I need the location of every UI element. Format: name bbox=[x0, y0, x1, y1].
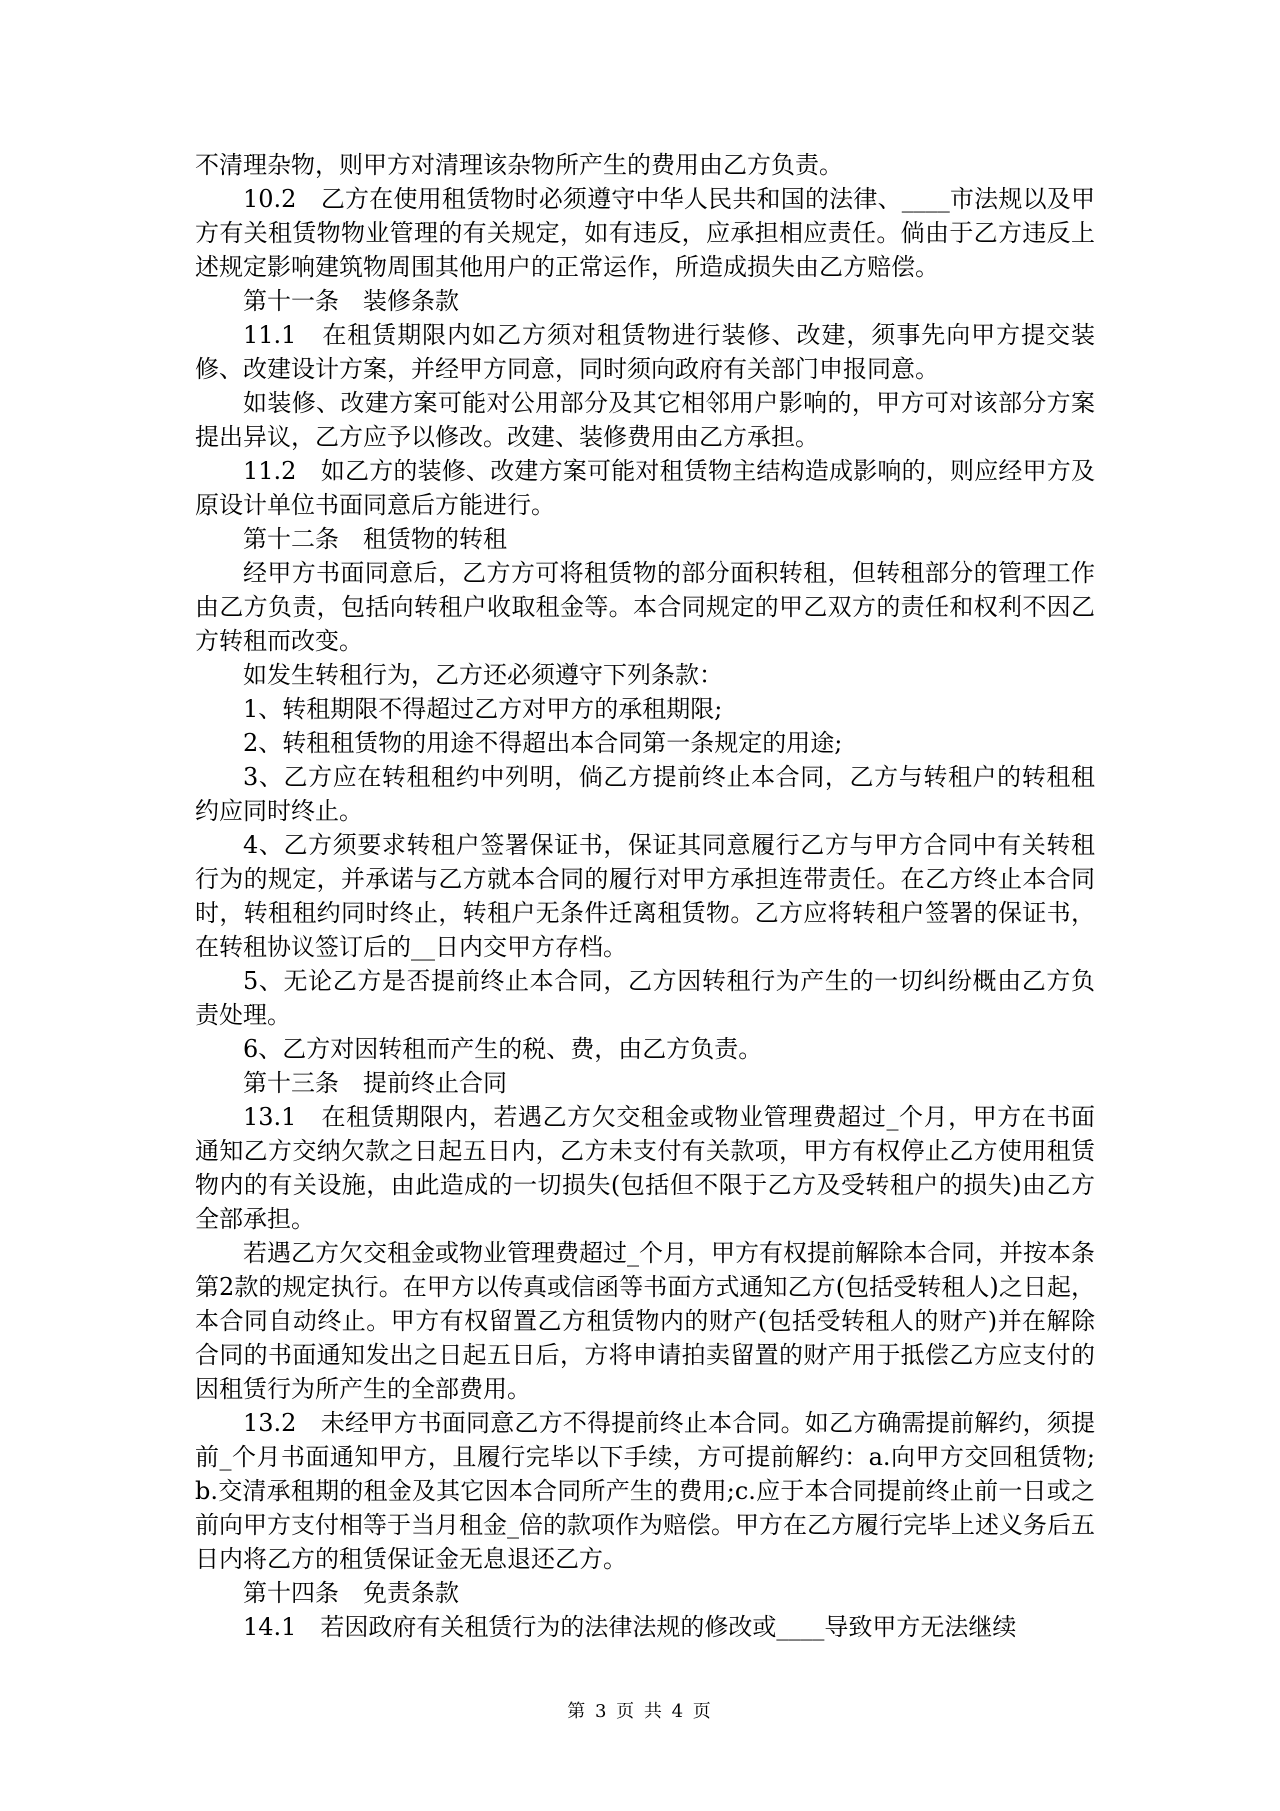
paragraph: 4、乙方须要求转租户签署保证书，保证其同意履行乙方与甲方合同中有关转租行为的规定，并承诺与乙方就本合同的履行对甲方承担连带责任。在乙方终止本合同时，转租租约同时终止，转租户无条件迁离租赁物。乙方应将转租户签署的保证书，在转租协议签订后的__日内交甲方存档。 bbox=[195, 831, 1095, 961]
paragraph: 5、无论乙方是否提前终止本合同，乙方因转租行为产生的一切纠纷概由乙方负责处理。 bbox=[195, 967, 1095, 1029]
paragraph: 3、乙方应在转租租约中列明，倘乙方提前终止本合同，乙方与转租户的转租租约应同时终止。 bbox=[195, 763, 1095, 825]
paragraph: 10.2 乙方在使用租赁物时必须遵守中华人民共和国的法律、____市法规以及甲方有关租赁物物业管理的有关规定，如有违反，应承担相应责任。倘由于乙方违反上述规定影响建筑物周围其他用户的正常运作，所造成损失由乙方赔偿。 bbox=[195, 185, 1095, 281]
paragraph: 13.1 在租赁期限内，若遇乙方欠交租金或物业管理费超过_个月，甲方在书面通知乙方交纳欠款之日起五日内，乙方未支付有关款项，甲方有权停止乙方使用租赁物内的有关设施，由此造成的一切损失(包括但不限于乙方及受转租户的损失)由乙方全部承担。 bbox=[195, 1103, 1095, 1233]
paragraph: 经甲方书面同意后，乙方方可将租赁物的部分面积转租，但转租部分的管理工作由乙方负责，包括向转租户收取租金等。本合同规定的甲乙双方的责任和权利不因乙方转租而改变。 bbox=[195, 559, 1095, 655]
paragraph: 13.2 未经甲方书面同意乙方不得提前终止本合同。如乙方确需提前解约，须提前_个月书面通知甲方，且履行完毕以下手续，方可提前解约：a.向甲方交回租赁物;b.交清承租期的租金及其它因本合同所产生的费用;c.应于本合同提前终止前一日或之前向甲方支付相等于当月租金_倍的款项作为赔偿。甲方在乙方履行完毕上述义务后五日内将乙方的租赁保证金无息退还乙方。 bbox=[195, 1409, 1095, 1573]
paragraph: 11.2 如乙方的装修、改建方案可能对租赁物主结构造成影响的，则应经甲方及原设计单位书面同意后方能进行。 bbox=[195, 457, 1095, 519]
paragraph: 若遇乙方欠交租金或物业管理费超过_个月，甲方有权提前解除本合同，并按本条第2款的规定执行。在甲方以传真或信函等书面方式通知乙方(包括受转租人)之日起，本合同自动终止。甲方有权留置乙方租赁物内的财产(包括受转租人的财产)并在解除合同的书面通知发出之日起五日后，方将申请拍卖留置的财产用于抵偿乙方应支付的因租赁行为所产生的全部费用。 bbox=[195, 1239, 1095, 1403]
paragraph: 如发生转租行为，乙方还必须遵守下列条款： bbox=[243, 661, 723, 689]
paragraph: 6、乙方对因转租而产生的税、费，由乙方负责。 bbox=[243, 1035, 763, 1063]
paragraph: 第十一条 装修条款 bbox=[243, 287, 459, 315]
paragraph: 2、转租租赁物的用途不得超出本合同第一条规定的用途; bbox=[243, 729, 843, 757]
paragraph: 不清理杂物，则甲方对清理该杂物所产生的费用由乙方负责。 bbox=[195, 151, 843, 179]
paragraph: 1、转租期限不得超过乙方对甲方的承租期限; bbox=[243, 695, 723, 723]
paragraph: 如装修、改建方案可能对公用部分及其它相邻用户影响的，甲方可对该部分方案提出异议，乙方应予以修改。改建、装修费用由乙方承担。 bbox=[195, 389, 1095, 451]
paragraph: 14.1 若因政府有关租赁行为的法律法规的修改或____导致甲方无法继续 bbox=[243, 1613, 1017, 1641]
paragraph: 第十二条 租赁物的转租 bbox=[243, 525, 507, 553]
paragraph: 第十四条 免责条款 bbox=[243, 1579, 459, 1607]
document-body bbox=[195, 148, 1095, 1644]
paragraph: 第十三条 提前终止合同 bbox=[243, 1069, 507, 1097]
page-footer: 第 3 页 共 4 页 bbox=[567, 1701, 713, 1722]
paragraph: 11.1 在租赁期限内如乙方须对租赁物进行装修、改建，须事先向甲方提交装修、改建设计方案，并经甲方同意，同时须向政府有关部门申报同意。 bbox=[195, 321, 1095, 383]
